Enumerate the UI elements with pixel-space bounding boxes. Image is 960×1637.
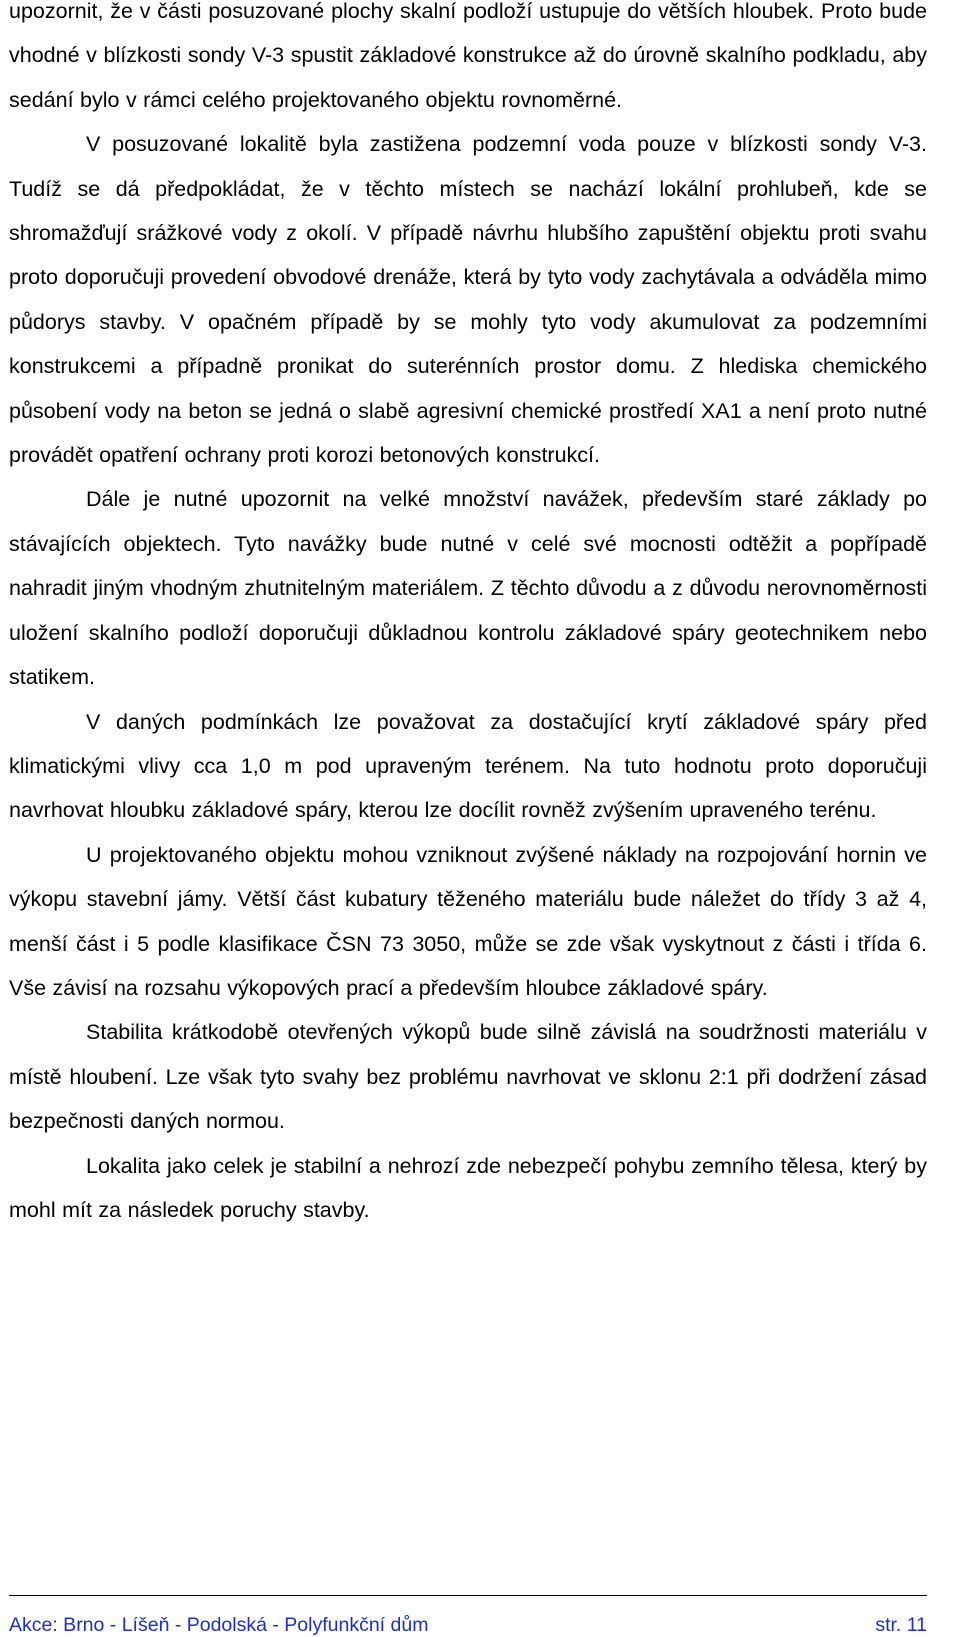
paragraph-fill-material: Dále je nutné upozornit na velké množství navážek, především staré základy po stávajících objektech. Tyto navážky bude nutné v celé své mocnosti odtěžit a popřípadě nahradit jiným vhodným zhutnitelným materiálem. Z těchto důvodu a z důvodu nerovnoměrnosti uložení skalního podloží doporučuji důkladnou kontrolu základové spáry geotechnikem nebo statikem. — [9, 487, 927, 690]
paragraph-frost-depth: V daných podmínkách lze považovat za dostačující krytí základové spáry před klimatickými vlivy cca 1,0 m pod upraveným terénem. Na tuto hodnotu proto doporučuji navrhovat hloubku základové spáry, kterou lze docílit rovněž zvýšením upraveného terénu. — [9, 709, 927, 823]
footer-page-number: str. 11 — [875, 1614, 927, 1636]
document-body — [9, 0, 927, 1232]
paragraph-excavation-costs: U projektovaného objektu mohou vzniknout zvýšené náklady na rozpojování hornin ve výkopu stavební jámy. Větší část kubatury těženého materiálu bude náležet do třídy 3 až 4, menší část i 5 podle klasifikace ČSN 73 3050, může se zde však vyskytnout z části i třída 6. Vše závisí na rozsahu výkopových prací a především hloubce základové spáry. — [9, 842, 927, 1000]
paragraph-foundation-depth: upozornit, že v části posuzované plochy skalní podloží ustupuje do větších hloubek. Proto bude vhodné v blízkosti sondy V-3 spustit základové konstrukce až do úrovně skalního podkladu, aby sedání bylo v rámci celého projektovaného objektu rovnoměrné. — [9, 0, 927, 112]
paragraph-groundwater: V posuzované lokalitě byla zastižena podzemní voda pouze v blízkosti sondy V-3. Tudíž se dá předpokládat, že v těchto místech se nachází lokální prohlubeň, kde se shromažďují srážkové vody z okolí. V případě návrhu hlubšího zapuštění objektu proti svahu proto doporučuji provedení obvodové drenáže, která by tyto vody zachytávala a odváděla mimo půdorys stavby. V opačném případě by se mohly tyto vody akumulovat za podzemními konstrukcemi a případně pronikat do suterénních prostor domu. Z hlediska chemického působení vody na beton se jedná o slabě agresivní chemické prostředí XA1 a není proto nutné provádět opatření ochrany proti korozi betonových konstrukcí. — [9, 132, 927, 468]
paragraph-excavation-stability: Stabilita krátkodobě otevřených výkopů bude silně závislá na soudržnosti materiálu v místě hloubení. Lze však tyto svahy bez problému navrhovat ve sklonu 2:1 při dodržení zásad bezpečnosti daných normou. — [9, 1020, 927, 1134]
page-footer — [9, 1595, 927, 1636]
footer-project-name: Akce: Brno - Líšeň - Podolská - Polyfunkční dům — [9, 1614, 429, 1636]
paragraph-site-stability: Lokalita jako celek je stabilní a nehrozí zde nebezpečí pohybu zemního tělesa, který by mohl mít za následek poruchy stavby. — [9, 1153, 927, 1222]
